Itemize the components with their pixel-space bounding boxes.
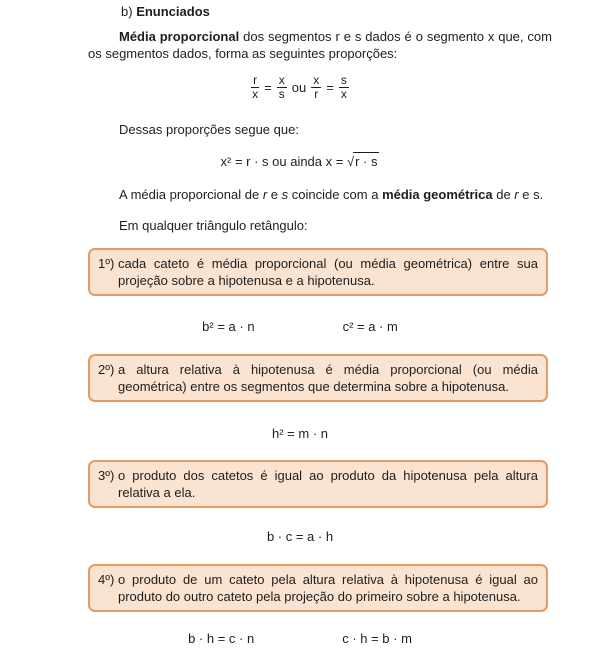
geometric-mean-text: A média proporcional de r e s coincide com a média geométrica de r e s. bbox=[119, 187, 544, 202]
section-title: Enunciados bbox=[136, 4, 210, 19]
property-4-formulas bbox=[0, 630, 600, 647]
property-ordinal: 2º) bbox=[98, 362, 115, 377]
section-prefix: b) bbox=[121, 4, 133, 19]
sqrt-symbol: √ bbox=[346, 154, 355, 169]
property-3-formulas bbox=[0, 528, 600, 545]
property-box-2 bbox=[88, 354, 548, 402]
formula: b · c = a · h bbox=[266, 529, 334, 544]
triangle-intro: Em qualquer triângulo retângulo: bbox=[119, 218, 308, 233]
formula: c² = a · m bbox=[342, 319, 398, 334]
proportions-formula: $\frac{r}{x}$ = $\frac{x}{s}$ ou $\frac{x}{r}$ = $\frac{s}{x}$ bbox=[252, 73, 347, 101]
property-box-1 bbox=[88, 248, 548, 296]
definition-term: Média proporcional bbox=[119, 29, 240, 44]
fraction-r-x: $\frac{r}{x}$ bbox=[252, 73, 259, 101]
property-text: cada cateto é média proporcional (ou média geométrica) entre sua projeção sobre a hipotenusa e a hipotenusa. bbox=[118, 256, 538, 288]
section-heading bbox=[121, 3, 210, 20]
sqrt-radical: r · s bbox=[355, 154, 378, 169]
property-text: o produto dos catetos é igual ao produto da hipotenusa pela altura relativa a ela. bbox=[118, 468, 538, 500]
definition-paragraph bbox=[88, 28, 552, 62]
property-ordinal: 3º) bbox=[98, 468, 115, 483]
formula: b² = a · n bbox=[202, 319, 255, 334]
fraction-x-r: $\frac{x}{r}$ bbox=[313, 73, 320, 101]
formula: c · h = b · m bbox=[342, 631, 412, 646]
result-left: x² = r · s ou ainda x = bbox=[220, 154, 347, 169]
property-text: o produto de um cateto pela altura relativa à hipotenusa é igual ao produto do outro cateto pela projeção do primeiro sobre a hipotenusa. bbox=[118, 572, 538, 604]
definition-text: dos segmentos r e s dados é o segmento x que, com os segmentos dados, forma as seguintes proporções: bbox=[88, 29, 552, 61]
formula: b · h = c · n bbox=[188, 631, 255, 646]
property-box-4 bbox=[88, 564, 548, 612]
property-box-3 bbox=[88, 460, 548, 508]
property-text: a altura relativa à hipotenusa é média proporcional (ou média geométrica) entre os segmentos que determina sobre a hipotenusa. bbox=[118, 362, 538, 394]
property-1-formulas bbox=[0, 318, 600, 335]
fraction-x-s: $\frac{x}{s}$ bbox=[278, 73, 285, 101]
geometric-mean-term: média geométrica bbox=[382, 187, 493, 202]
result-formula bbox=[0, 152, 600, 170]
fraction-s-x: $\frac{s}{x}$ bbox=[340, 73, 347, 101]
formula: h² = m · n bbox=[272, 426, 328, 441]
follows-text: Dessas proporções segue que: bbox=[119, 122, 299, 137]
property-ordinal: 1º) bbox=[98, 256, 115, 271]
property-ordinal: 4º) bbox=[98, 572, 115, 587]
property-2-formulas bbox=[0, 425, 600, 442]
connector-ou: ou bbox=[291, 80, 307, 95]
